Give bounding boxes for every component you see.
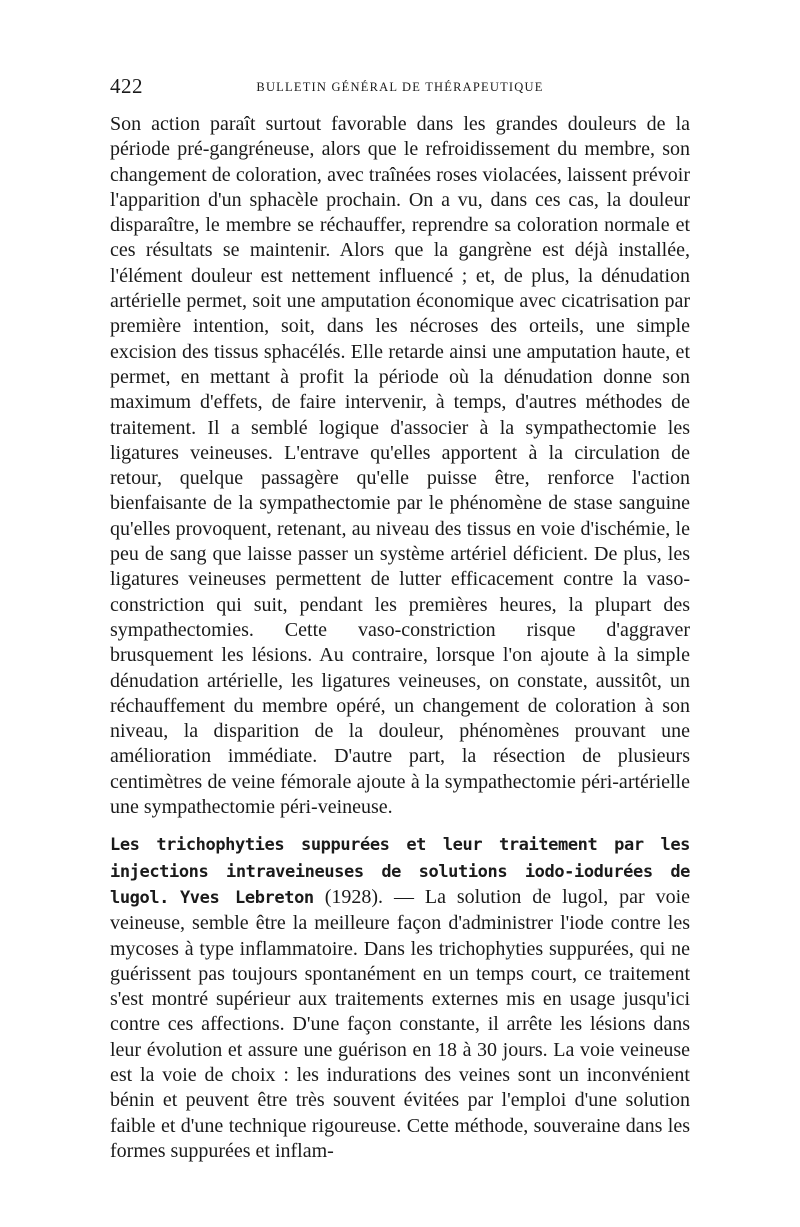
page-number: 422 bbox=[110, 74, 143, 98]
paragraph-sympathectomy: Son action paraît surtout favorable dans les grandes douleurs de la période pré-gangréneuse, alors que le refroidissement du membre, son changement de coloration, avec traînées roses violacées, laissent prévoir l'apparition d'un sphacèle prochain. On a vu, dans ces cas, la douleur disparaître, le membre se réchauffer, reprendre sa coloration normale et ces résultats se maintenir. Alors que la gangrène est déjà installée, l'élément douleur est nettement influencé ; et, de plus, la dénudation artérielle permet, soit une amputation économique avec cicatrisation par première intention, soit, dans les nécroses des orteils, une simple excision des tissus sphacélés. Elle retarde ainsi une amputation haute, et permet, en mettant à profit la période où la dénudation donne son maximum d'effets, de faire intervenir, à temps, d'autres méthodes de traitement. Il a semblé logique d'associer à la sympathectomie les ligatures veineuses. L'entrave qu'elles apportent à la circulation de retour, quelque passagère qu'elle puisse être, renforce l'action bienfaisante de la sympathectomie par le phénomène de stase sanguine qu'elles provoquent, retenant, au niveau des tissus en voie d'ischémie, le peu de sang que laisse passer un système artériel déficient. De plus, les ligatures veineuses permettent de lutter efficacement contre la vaso-constriction qui suit, pendant les premières heures, la plupart des sympathectomies. Cette vaso-constriction risque d'aggraver brusquement les lésions. Au contraire, lorsque l'on ajoute à la simple dénudation artérielle, les ligatures veineuses, on constate, aussitôt, un réchauffement du membre opéré, un changement de coloration à son niveau, la disparition de la douleur, phénomènes prouvant une amélioration immédiate. D'autre part, la résection de plusieurs centimètres de veine fémorale ajoute à la sympathectomie péri-artérielle une sympathectomie péri-veineuse. bbox=[110, 113, 690, 819]
section-text: — La solution de lugol, par voie veineuse, semble être la meilleure façon d'administrer l'iode contre les mycoses à type inflammatoire. Dans les trichophyties suppurées, qui ne guérissent pas toujours spontanément en un temps court, ce traitement s'est montré supérieur aux traitements externes mis en usage jusqu'ici contre ces affections. D'une façon constante, il arrête les lésions dans leur évolution et assure une guérison en 18 à 30 jours. La voie veineuse est la voie de choix : les indurations des veines sont un inconvénient bénin et peuvent être très souvent évitées par l'emploi d'une solution faible et d'une technique rigoureuse. Cette méthode, souveraine dans les formes suppurées et inflam- bbox=[110, 885, 691, 1162]
section-title: Les trichophyties suppurées et leur traitement par les injections intraveineuses de solutions iodo-iodurées de lugol. bbox=[110, 835, 690, 908]
section-year: (1928). bbox=[324, 885, 384, 908]
section-author: Yves Lebreton bbox=[179, 887, 314, 908]
running-head bbox=[110, 74, 690, 98]
paragraph-trichophyties bbox=[110, 832, 690, 1164]
journal-title: BULLETIN GÉNÉRAL DE THÉRAPEUTIQUE bbox=[256, 80, 544, 94]
body-text bbox=[110, 112, 690, 1164]
